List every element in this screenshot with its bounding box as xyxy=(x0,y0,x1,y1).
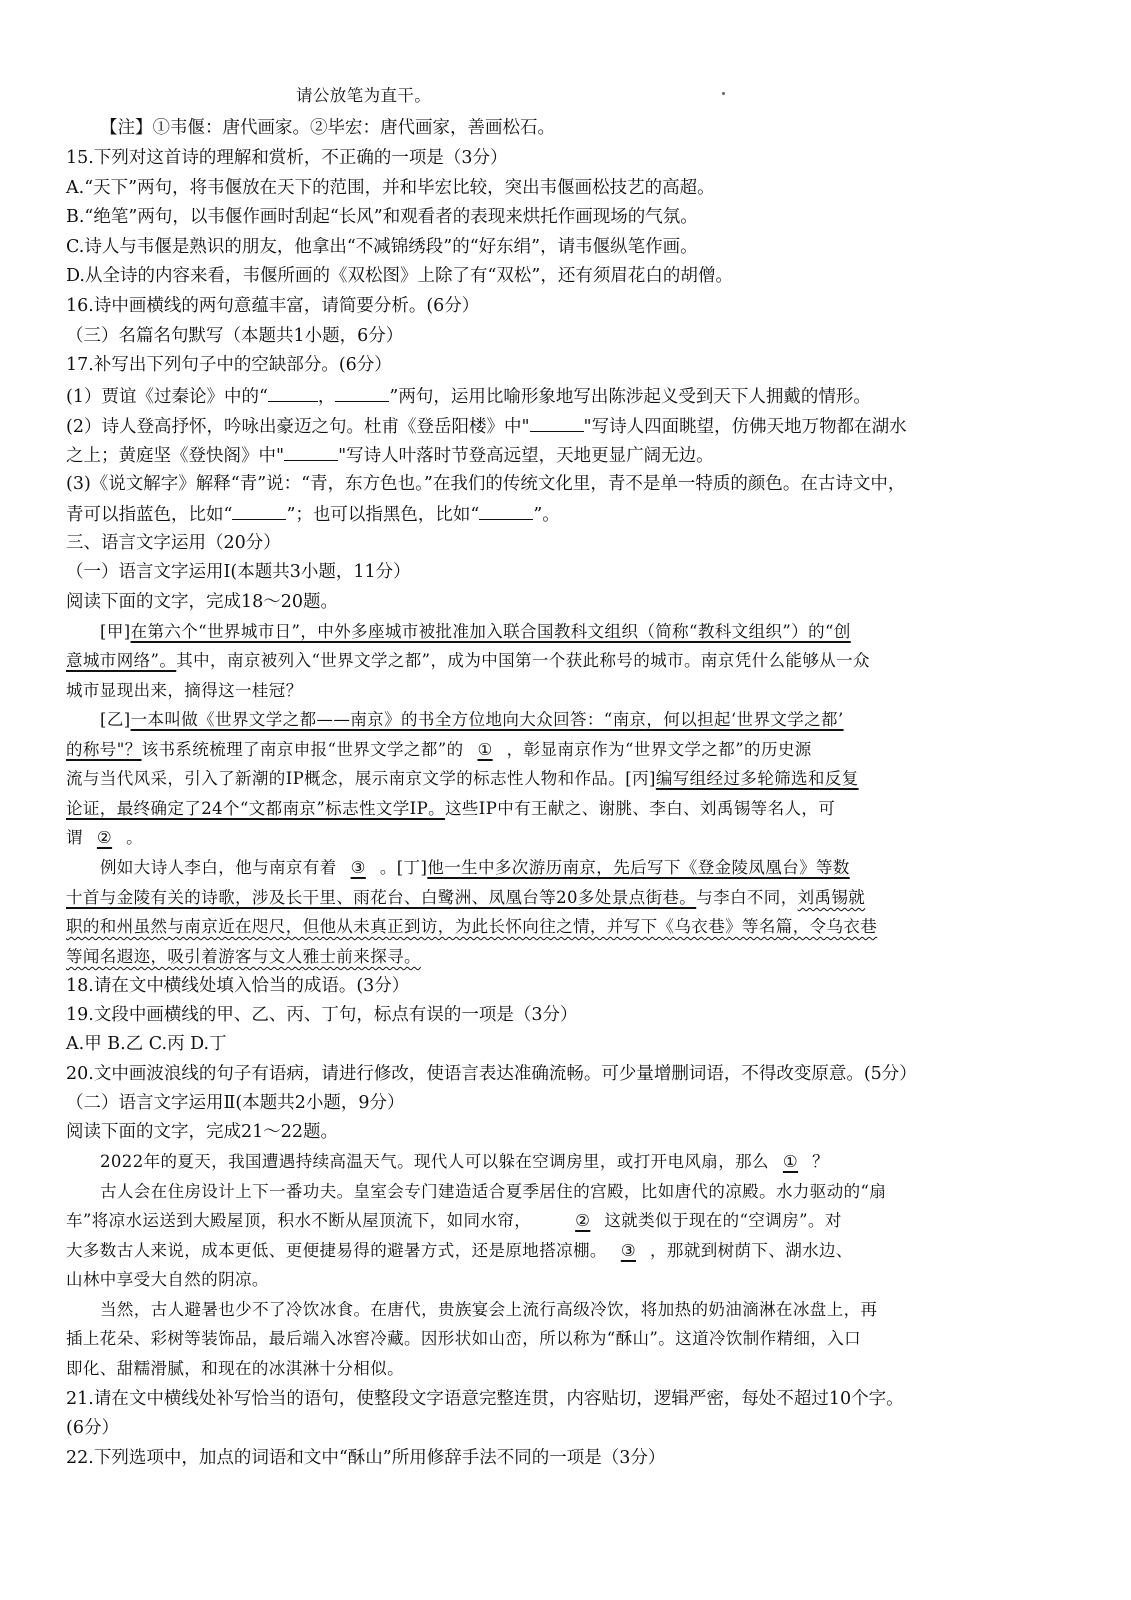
question-18: 18.请在文中横线处填入恰当的成语。(3分） xyxy=(66,976,410,996)
answer-blank[interactable] xyxy=(268,383,318,402)
sentence-blank-2[interactable]: ② xyxy=(575,1211,591,1230)
question-19: 19.文段中画横线的甲、乙、丙、丁句，标点有误的一项是（3分） xyxy=(66,1005,578,1025)
question-20: 20.文中画波浪线的句子有语病，请进行修改，使语言表达准确流畅。可少量增删词语，不得改变原意。(5分） xyxy=(66,1064,917,1084)
wavy-sentence: 等闻名遐迩，吸引着游客与文人雅士前来探寻。 xyxy=(66,947,421,966)
wavy-sentence: 职的和州虽然与南京近在咫尺，但他从未真正到访，为此长怀向往之情，并写下《乌衣巷》等名篇，令乌衣巷 xyxy=(66,917,878,936)
underlined-sentence-bing: 编写组经过多轮筛选和反复 xyxy=(655,769,859,788)
question-15: 15.下列对这首诗的理解和赏析，不正确的一项是（3分） xyxy=(66,148,508,168)
question-21-score: (6分） xyxy=(66,1418,119,1438)
q17-item-1: (1）贾谊《过秦论》中的“ ， ”两句，运用比喻形象地写出陈涉起义受到天下人拥戴的情形。 xyxy=(66,383,1066,409)
q15-option-c: C.诗人与韦偃是熟识的朋友，他拿出“不减锦绣段”的“好东绢”，请韦偃纵笔作画。 xyxy=(66,237,698,257)
idiom-blank-2[interactable]: ② xyxy=(96,828,113,847)
passage-1-line: 例如大诗人李白，他与南京有着 ③ 。[丁]他一生中多次游历南京，先后写下《登金陵凤凰台》等数 xyxy=(100,858,850,877)
reading-instruction: 阅读下面的文字，完成18～20题。 xyxy=(66,592,339,612)
question-21: 21.请在文中横线处补写恰当的语句，使整段文字语意完整连贯，内容贴切，逻辑严密，每处不超过10个字。 xyxy=(66,1389,904,1409)
passage-1-line: [乙]一本叫做《世界文学之都——南京》的书全方位地向大众回答：“南京，何以担起‘世界文学之都’ xyxy=(100,710,844,729)
question-22: 22.下列选项中，加点的词语和文中“酥山”所用修辞手法不同的一项是（3分） xyxy=(66,1448,666,1468)
passage-1-line: 论证，最终确定了24个“文都南京”标志性文学IP。这些IP中有王献之、谢朓、李白、刘禹锡等名人，可 xyxy=(66,799,836,818)
q15-option-b: B.“绝笔”两句，以韦偃作画时刮起“长风”和观看者的表现来烘托作画现场的气氛。 xyxy=(66,207,698,227)
idiom-blank-3[interactable]: ③ xyxy=(350,858,366,877)
idiom-blank-1[interactable]: ① xyxy=(477,740,493,759)
passage-2-line: 古人会在住房设计上下一番功夫。皇室会专门建造适合夏季居住的宫殿，比如唐代的凉殿。水力驱动的“扇 xyxy=(100,1182,887,1201)
passage-2-line: 即化、甜糯滑腻，和现在的冰淇淋十分相似。 xyxy=(66,1359,404,1378)
answer-blank[interactable] xyxy=(284,442,338,461)
passage-1-line: 城市显现出来，摘得这一桂冠？ xyxy=(66,681,303,700)
poem-last-line: 请公放笔为直干。 xyxy=(296,86,432,105)
section-2-heading: （二）语言文字运用Ⅱ(本题共2小题，9分） xyxy=(66,1093,405,1113)
passage-2-line: 山林中享受大自然的阴凉。 xyxy=(66,1270,269,1289)
poem-notes: 【注】①韦偃：唐代画家。②毕宏：唐代画家，善画松石。 xyxy=(100,118,555,138)
passage-1-line xyxy=(66,945,1066,969)
passage-2-line: 插上花朵、彩树等装饰品，最后端入冰窖冷藏。因形状如山峦，所以称为“酥山”。这道冷饮制作精细，入口 xyxy=(66,1329,862,1348)
part-3-heading: 三、语言文字运用（20分） xyxy=(66,533,281,553)
underlined-sentence-ding: 他一生中多次游历南京，先后写下《登金陵凤凰台》等数 xyxy=(427,858,850,877)
question-17: 17.补写出下列句子中的空缺部分。(6分） xyxy=(66,355,392,375)
answer-blank[interactable] xyxy=(335,383,389,402)
q17-item-2-cont: 之上；黄庭坚《登快阁》中" "写诗人叶落时节登高远望，天地更显广阔无边。 xyxy=(66,442,1066,468)
passage-1-line: 意城市网络”。其中，南京被列入“世界文学之都”，成为中国第一个获此称号的城市。南京凭什么能够从一众 xyxy=(66,651,870,670)
question-16: 16.诗中画横线的两句意蕴丰富，请简要分析。(6分） xyxy=(66,296,480,316)
q15-option-d: D.从全诗的内容来看，韦偃所画的《双松图》上除了有“双松”，还有须眉花白的胡僧。 xyxy=(66,266,733,286)
sentence-blank-1[interactable]: ① xyxy=(782,1152,799,1171)
q19-options: A.甲 B.乙 C.丙 D.丁 xyxy=(66,1034,227,1054)
answer-blank[interactable] xyxy=(479,501,533,520)
section-3-heading: （三）名篇名句默写（本题共1小题，6分） xyxy=(66,326,404,346)
passage-1-line xyxy=(66,915,1066,939)
passage-2-line: 车”将凉水运送到大殿屋顶，积水不断从屋顶流下，如同水帘， ② 这就类似于现在的“空调房”。对 xyxy=(66,1211,842,1230)
q17-item-2: (2）诗人登高抒怀，吟咏出豪迈之句。杜甫《登岳阳楼》中" "写诗人四面眺望，仿佛天地万物都在湖水 xyxy=(66,413,1066,439)
answer-blank[interactable] xyxy=(232,501,286,520)
passage-2-line: 当然，古人避暑也少不了冷饮冰食。在唐代，贵族宴会上流行高级冷饮，将加热的奶油滴淋在冰盘上，再 xyxy=(100,1300,878,1319)
q17-item-3: (3)《说文解字》解释“青”说：“青，东方色也。”在我们的传统文化里，青不是单一特质的颜色。在古诗文中， xyxy=(66,474,906,494)
section-1-heading: （一）语言文字运用Ⅰ(本题共3小题，11分） xyxy=(66,562,411,582)
passage-1-line: [甲]在第六个“世界城市日”，中外多座城市被批准加入联合国教科文组织（简称“教科文组织”）的“创 xyxy=(100,622,851,641)
underlined-sentence-jia: 在第六个“世界城市日”，中外多座城市被批准加入联合国教科文组织（简称“教科文组织”）的“创 xyxy=(130,622,851,641)
sentence-blank-3[interactable]: ③ xyxy=(620,1241,637,1260)
passage-1-line: 十首与金陵有关的诗歌，涉及长干里、雨花台、白鹭洲、凤凰台等20多处景点街巷。与李白不同，刘禹锡就 xyxy=(66,888,866,907)
q15-option-a: A.“天下”两句，将韦偃放在天下的范围，并和毕宏比较，突出韦偃画松技艺的高超。 xyxy=(66,178,715,198)
wavy-sentence: 刘禹锡就 xyxy=(797,888,866,907)
underlined-sentence-yi: 一本叫做《世界文学之都——南京》的书全方位地向大众回答：“南京，何以担起‘世界文学之都’ xyxy=(130,710,844,729)
passage-2-line: 2022年的夏天，我国遭遇持续高温天气。现代人可以躲在空调房里，或打开电风扇，那么 ① ？ xyxy=(100,1152,830,1171)
passage-2-line: 大多数古人来说，成本更低、更便捷易得的避暑方式，还是原地搭凉棚。 ③ ，那就到树荫下、湖水边、 xyxy=(66,1241,853,1260)
answer-blank[interactable] xyxy=(530,413,584,432)
reading-instruction-2: 阅读下面的文字，完成21～22题。 xyxy=(66,1122,339,1142)
q17-item-3-cont: 青可以指蓝色，比如“ ”；也可以指黑色，比如“ ”。 xyxy=(66,501,1066,527)
passage-1-line: 流与当代风采，引入了新潮的IP概念，展示南京文学的标志性人物和作品。[丙]编写组经过多轮筛选和反复 xyxy=(66,769,859,788)
passage-1-line: 的称号"？该书系统梳理了南京申报“世界文学之都”的 ① ，彰显南京作为“世界文学之都”的历史源 xyxy=(66,740,812,759)
passage-1-line: 谓 ② 。 xyxy=(66,828,144,847)
